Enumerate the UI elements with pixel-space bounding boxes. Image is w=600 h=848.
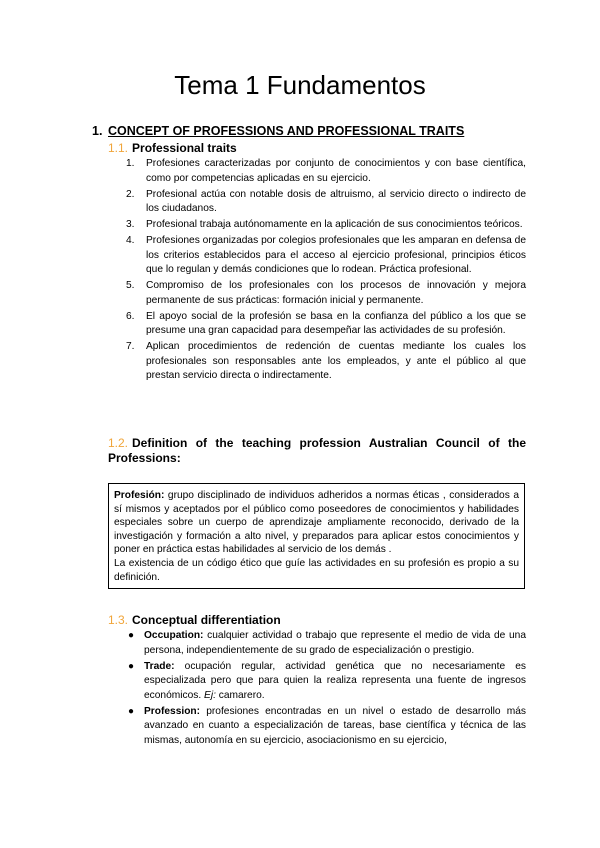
term-label: Occupation: [144, 630, 204, 641]
bullet-icon: ● [128, 705, 135, 717]
definition-note: La existencia de un código ético que guíe las actividades en su profesión es propio a su definición. [114, 557, 519, 583]
subsection-title: Professional traits [132, 141, 237, 155]
list-number: 7. [126, 341, 135, 352]
list-text: Compromiso de los profesionales con los procesos de innovación y mejora permanente de sus prácticas: formación inicial y permanente. [146, 280, 526, 306]
list-item [126, 340, 526, 384]
list-number: 3. [126, 219, 135, 230]
subsection-heading-1-3 [108, 613, 281, 627]
section-title: CONCEPT OF PROFESSIONS AND PROFESSIONAL TRAITS [108, 124, 465, 138]
bullet-icon: ● [128, 630, 135, 641]
term-label: Profession: [144, 705, 201, 717]
list-item [126, 629, 526, 658]
subsection-number: 1.3. [108, 613, 129, 627]
term-definition: ocupación regular, actividad genética que no necesariamente es especializada pero que para quien la realiza representa una fuente de ingresos económicos. [144, 660, 526, 701]
term-label: Trade: [144, 660, 175, 672]
term-definition: profesiones encontradas en un nivel o estado de desarrollo más avanzado en cuanto a especialización de tareas, base científica y técnica de las mismas, autonomía en su ejercicio, asociacionismo en su ejercicio, [144, 705, 526, 746]
list-item [126, 705, 526, 749]
subsection-heading-1-1 [108, 141, 237, 155]
page-title: Tema 1 Fundamentos [174, 70, 426, 100]
list-number: 2. [126, 188, 135, 200]
list-number: 5. [126, 280, 135, 291]
example-label: Ej: [204, 689, 216, 701]
conceptual-differentiation-list [126, 629, 526, 750]
section-number: 1. [92, 124, 103, 138]
subsection-number: 1.2. [108, 436, 129, 450]
list-number: 6. [126, 310, 135, 322]
example-text: camarero. [215, 689, 265, 701]
list-text: Aplican procedimientos de redención de cuentas mediante los cuales los profesionales son responsables ante los empleados, y ante el público al que prestan servicio directa o indirectamente. [146, 341, 526, 381]
definition-text: grupo disciplinado de individuos adheridos a normas éticas , considerados a sí mismos y aceptados por el público como poseedores de conocimientos y habilidades especiales sobre un cuerpo de aprendizaje ampliamente reconocido, derivado de la investigación y formación a alto nivel, y preparados para aplicar estos conocimientos y poner en práctica estas habilidades al servicio de los demás . [114, 490, 519, 556]
list-number: 1. [126, 158, 135, 169]
list-item [126, 218, 526, 233]
definition-box [108, 483, 525, 589]
definition-term: Profesión: [114, 490, 165, 501]
list-item [126, 157, 526, 186]
list-text: Profesiones caracterizadas por conjunto de conocimientos y con base científica, como por competencias aplicadas en su ejercicio. [146, 158, 526, 184]
subsection-title: Definition of the teaching profession Australian Council of the Professions: [108, 436, 526, 465]
professional-traits-list [126, 157, 526, 385]
definition-paragraph [114, 489, 519, 557]
list-text: Profesional trabaja autónomamente en la aplicación de sus conocimientos teóricos. [146, 219, 523, 230]
subsection-title: Conceptual differentiation [132, 613, 281, 627]
list-item [126, 310, 526, 339]
list-item [126, 660, 526, 704]
list-item [126, 279, 526, 308]
subsection-heading-1-2 [108, 436, 526, 466]
bullet-icon: ● [128, 660, 135, 672]
section-heading-1 [92, 124, 464, 138]
list-text: El apoyo social de la profesión se basa en la confianza del público a los que se presume una gran capacidad para desempeñar las actividades de su profesión. [146, 310, 526, 336]
list-text: Profesiones organizadas por colegios profesionales que les amparan en defensa de los criterios establecidos para el acceso al ejercicio profesional, principios éticos que lo regulan y demás condiciones que lo rodean. Práctica profesional. [146, 235, 526, 275]
subsection-number: 1.1. [108, 141, 129, 155]
list-number: 4. [126, 235, 135, 246]
list-item [126, 188, 526, 217]
list-item [126, 234, 526, 278]
list-text: Profesional actúa con notable dosis de altruismo, al servicio directo o indirecto de los ciudadanos. [146, 188, 526, 214]
term-definition: cualquier actividad o trabajo que represente el medio de vida de una persona, independientemente de su grado de especialización o prestigio. [144, 630, 526, 656]
